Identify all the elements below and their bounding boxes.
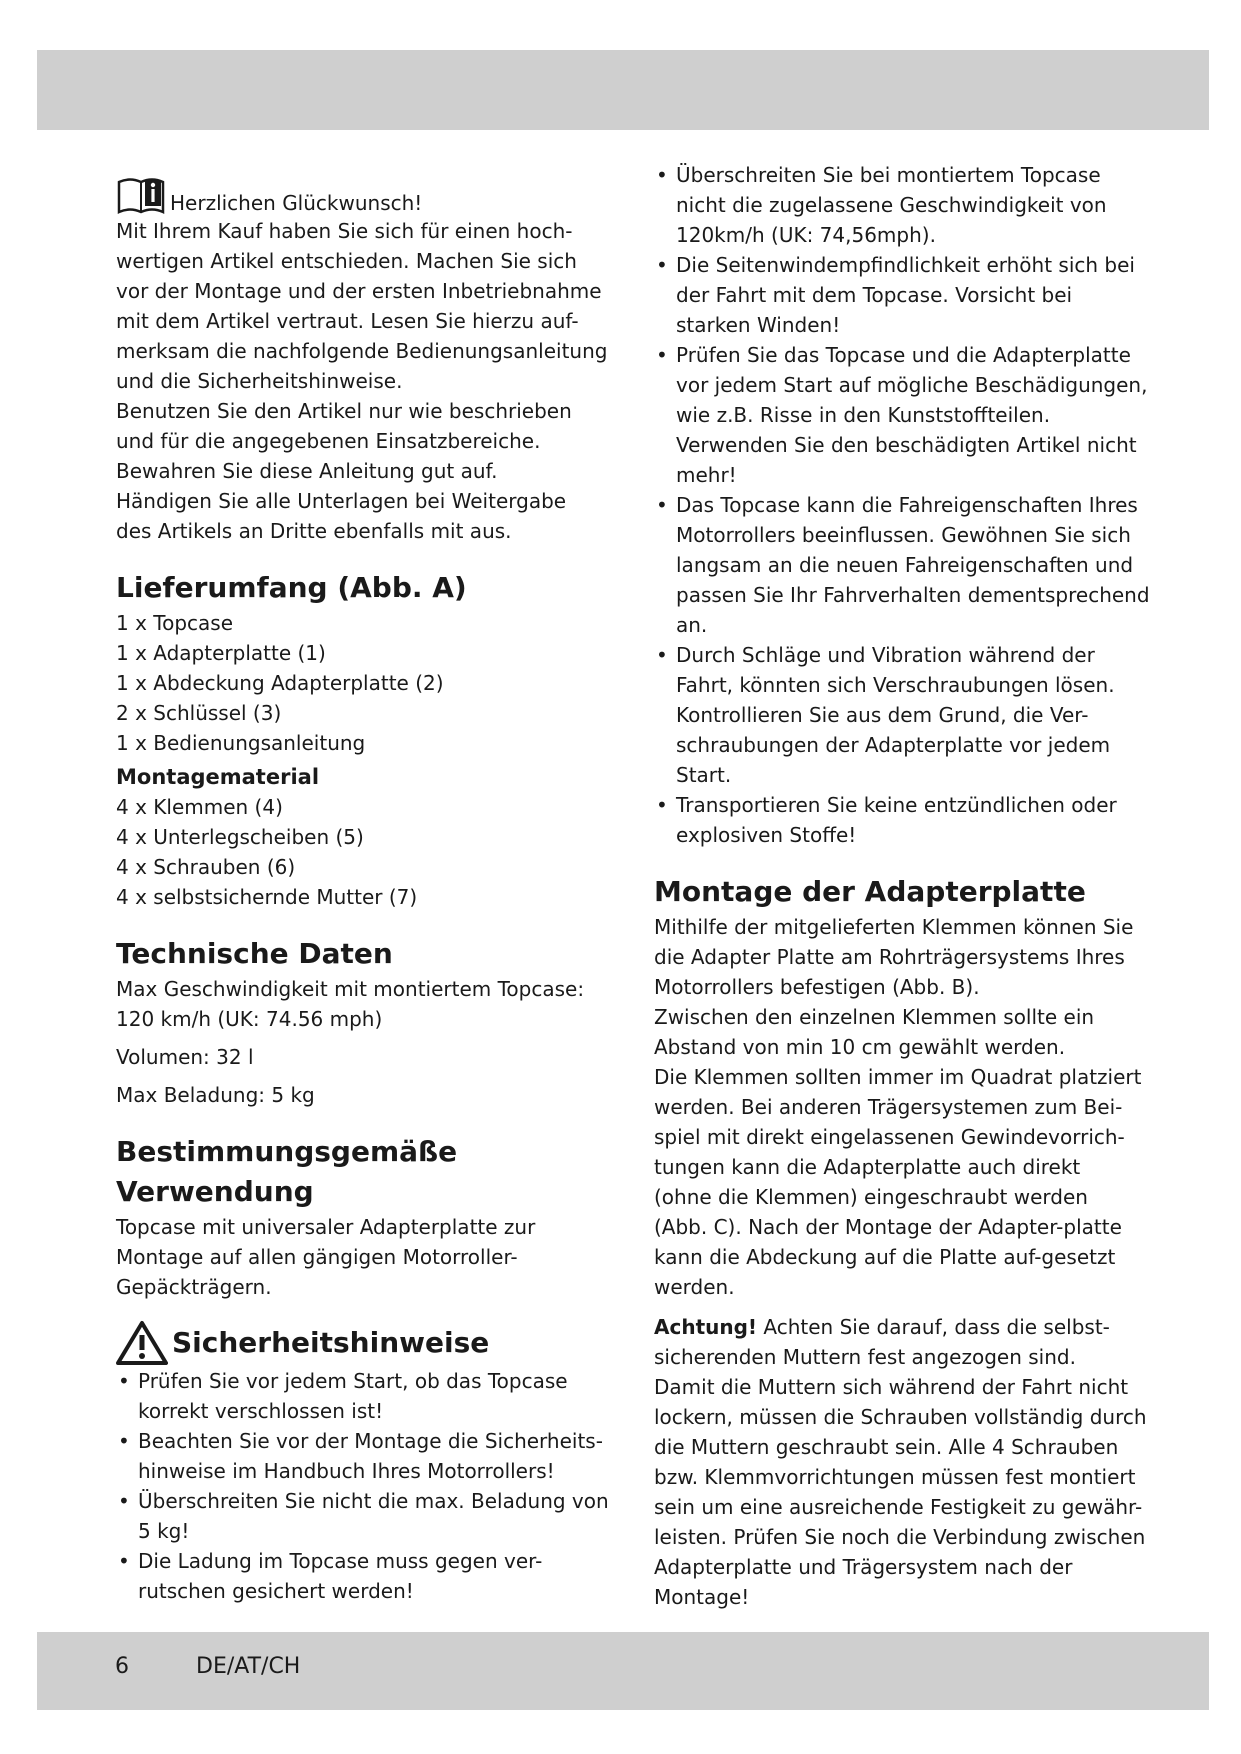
- lieferumfang-title: Lieferumfang (Abb. A): [116, 571, 467, 604]
- header-band: [37, 50, 1209, 130]
- spec-line: 120 km/h (UK: 74.56 mph): [116, 1007, 383, 1031]
- list-item: [116, 1426, 616, 1486]
- page-number: 6: [115, 1654, 129, 1679]
- intro-line: Benutzen Sie den Artikel nur wie beschrieben: [116, 399, 572, 423]
- warning-line: die Muttern geschraubt sein. Alle 4 Schrauben: [654, 1435, 1119, 1459]
- bullet-line: hinweise im Handbuch Ihres Motorrollers!: [138, 1459, 555, 1483]
- intro-line: wertigen Artikel entschieden. Machen Sie sich: [116, 249, 577, 273]
- warning-line: bzw. Klemmvorrichtungen müssen fest montiert: [654, 1465, 1136, 1489]
- intro-heading-row: [116, 160, 616, 216]
- montage-line: Die Klemmen sollten immer im Quadrat platziert: [654, 1065, 1142, 1089]
- montage-line: Abstand von min 10 cm gewählt werden.: [654, 1035, 1066, 1059]
- warning-line: lockern, müssen die Schrauben vollständig durch: [654, 1405, 1147, 1429]
- sicherheit-heading-row: [116, 1320, 616, 1366]
- bullet-line: 5 kg!: [138, 1519, 190, 1543]
- montage-text: [654, 912, 1142, 1302]
- technische-daten-title: Technische Daten: [116, 937, 393, 970]
- bullet-line: • Das Topcase kann die Fahreigenschaften Ihres: [676, 493, 1138, 517]
- verwendung-line: Topcase mit universaler Adapterplatte zur: [116, 1215, 536, 1239]
- bullet-line: rutschen gesichert werden!: [138, 1579, 414, 1603]
- montage-line: Mithilfe der mitgelieferten Klemmen können Sie: [654, 915, 1134, 939]
- warning-line: sein um eine ausreichende Festigkeit zu gewähr-: [654, 1495, 1143, 1519]
- intro-line: Bewahren Sie diese Anleitung gut auf.: [116, 459, 498, 483]
- warning-line: Montage!: [654, 1585, 750, 1609]
- intro-heading: Herzlichen Glückwunsch!: [170, 191, 423, 215]
- bullet-line: Verwenden Sie den beschädigten Artikel nicht: [676, 433, 1137, 457]
- list-item: 4 x Schrauben (6): [116, 855, 296, 879]
- bullet-line: passen Sie Ihr Fahrverhalten dementsprechend: [676, 583, 1150, 607]
- bullet-line: • Prüfen Sie vor jedem Start, ob das Topcase: [138, 1369, 568, 1393]
- bullet-line: • Überschreiten Sie bei montiertem Topcase: [676, 163, 1101, 187]
- bullet-line: der Fahrt mit dem Topcase. Vorsicht bei: [676, 283, 1073, 307]
- verwendung-title: [116, 1132, 616, 1212]
- warning-line: leisten. Prüfen Sie noch die Verbindung zwischen: [654, 1525, 1146, 1549]
- list-item: [654, 640, 1134, 790]
- bullet-line: • Durch Schläge und Vibration während der: [676, 643, 1095, 667]
- right-column: [654, 160, 1150, 1612]
- bullet-line: Motorrollers beeinflussen. Gewöhnen Sie sich: [676, 523, 1131, 547]
- bullet-line: starken Winden!: [676, 313, 841, 337]
- list-item: [654, 790, 1134, 850]
- list-item: [116, 1546, 616, 1606]
- montage-line: spiel mit direkt eingelassenen Gewindevorrich-: [654, 1125, 1125, 1149]
- montage-line: werden. Bei anderen Trägersystemen zum Bei-: [654, 1095, 1123, 1119]
- warning-line: sicherenden Muttern fest angezogen sind.: [654, 1345, 1076, 1369]
- montage-line: die Adapter Platte am Rohrträgersystems Ihres: [654, 945, 1125, 969]
- montage-line: tungen kann die Adapterplatte auch direkt: [654, 1155, 1081, 1179]
- montage-line: werden.: [654, 1275, 735, 1299]
- list-item: 1 x Topcase: [116, 611, 234, 635]
- list-item: [116, 1486, 616, 1546]
- warning-line: Adapterplatte und Trägersystem nach der: [654, 1555, 1073, 1579]
- verwendung-text: [116, 1212, 616, 1302]
- list-item: [654, 340, 1148, 490]
- bullet-line: wie z.B. Risse in den Kunststoffteilen.: [676, 403, 1051, 427]
- intro-line: vor der Montage und der ersten Inbetriebnahme: [116, 279, 602, 303]
- warning-first-text: Achten Sie darauf, dass die selbst-: [757, 1315, 1110, 1339]
- bullet-line: Kontrollieren Sie aus dem Grund, die Ver-: [676, 703, 1089, 727]
- bullet-line: • Die Seitenwindempfindlichkeit erhöht sich bei: [676, 253, 1135, 277]
- bullet-line: korrekt verschlossen ist!: [138, 1399, 384, 1423]
- verwendung-line: Montage auf allen gängigen Motorroller-: [116, 1245, 518, 1269]
- intro-line: und die Sicherheitshinweise.: [116, 369, 403, 393]
- spec-volume: Volumen: 32 l: [116, 1045, 254, 1069]
- spec-load: Max Beladung: 5 kg: [116, 1083, 315, 1107]
- bullet-line: Fahrt, könnten sich Verschraubungen lösen.: [676, 673, 1115, 697]
- sicherheit-title: Sicherheitshinweise: [172, 1326, 490, 1359]
- bullet-line: langsam an die neuen Fahreigenschaften und: [676, 553, 1134, 577]
- intro-line: Mit Ihrem Kauf haben Sie sich für einen hoch-: [116, 219, 573, 243]
- intro-line: Händigen Sie alle Unterlagen bei Weitergabe: [116, 489, 567, 513]
- montage-title: Montage der Adapterplatte: [654, 875, 1086, 908]
- list-item: 4 x selbstsichernde Mutter (7): [116, 885, 418, 909]
- region-label: DE/AT/CH: [196, 1654, 301, 1679]
- bullet-line: 120km/h (UK: 74,56mph).: [676, 223, 936, 247]
- intro-line: merksam die nachfolgende Bedienungsanleitung: [116, 339, 608, 363]
- list-item: 4 x Klemmen (4): [116, 795, 283, 819]
- montagematerial-list: [116, 792, 616, 912]
- bullet-line: an.: [676, 613, 708, 637]
- intro-line: und für die angegebenen Einsatzbereiche.: [116, 429, 541, 453]
- montage-line: kann die Abdeckung auf die Platte auf-gesetzt: [654, 1245, 1116, 1269]
- bullet-line: • Überschreiten Sie nicht die max. Beladung von: [138, 1489, 609, 1513]
- montagematerial-subtitle: Montagematerial: [116, 765, 320, 789]
- list-item: 1 x Bedienungsanleitung: [116, 731, 366, 755]
- bullet-line: • Transportieren Sie keine entzündlichen oder: [676, 793, 1117, 817]
- list-item: 4 x Unterlegscheiben (5): [116, 825, 364, 849]
- montage-line: (ohne die Klemmen) eingeschraubt werden: [654, 1185, 1088, 1209]
- bullet-line: mehr!: [676, 463, 737, 487]
- list-item: 1 x Abdeckung Adapterplatte (2): [116, 671, 444, 695]
- intro-text: [116, 216, 616, 546]
- bullet-line: explosiven Stoffe!: [676, 823, 857, 847]
- montage-line: (Abb. C). Nach der Montage der Adapter-platte: [654, 1215, 1122, 1239]
- warning-triangle-icon: [116, 1320, 168, 1366]
- technische-daten-text: [116, 974, 616, 1110]
- montage-warning: [654, 1312, 1147, 1612]
- verwendung-title-line: Verwendung: [116, 1175, 314, 1208]
- list-item: 1 x Adapterplatte (1): [116, 641, 326, 665]
- warning-label: Achtung!: [654, 1315, 758, 1339]
- spec-line: Max Geschwindigkeit mit montiertem Topcase:: [116, 977, 585, 1001]
- montage-line: Motorrollers befestigen (Abb. B).: [654, 975, 980, 999]
- info-book-icon: [116, 174, 166, 216]
- list-item: [116, 1366, 616, 1426]
- montage-line: Zwischen den einzelnen Klemmen sollte ein: [654, 1005, 1095, 1029]
- lieferumfang-list: [116, 608, 616, 758]
- warning-first-line: [654, 1312, 1134, 1342]
- list-item: [654, 490, 1150, 640]
- bullet-line: Start.: [676, 763, 732, 787]
- warning-line: Damit die Muttern sich während der Fahrt nicht: [654, 1375, 1129, 1399]
- bullet-line: • Die Ladung im Topcase muss gegen ver-: [138, 1549, 543, 1573]
- bullet-line: nicht die zugelassene Geschwindigkeit von: [676, 193, 1107, 217]
- intro-line: des Artikels an Dritte ebenfalls mit aus.: [116, 519, 512, 543]
- bullet-line: schraubungen der Adapterplatte vor jedem: [676, 733, 1111, 757]
- list-item: [654, 250, 1134, 340]
- bullet-line: • Prüfen Sie das Topcase und die Adapterplatte: [676, 343, 1131, 367]
- sicherheit-list-left: [116, 1366, 616, 1606]
- intro-line: mit dem Artikel vertraut. Lesen Sie hierzu auf-: [116, 309, 579, 333]
- list-item: [654, 160, 1134, 250]
- bullet-line: vor jedem Start auf mögliche Beschädigungen,: [676, 373, 1148, 397]
- left-column: [116, 160, 616, 1606]
- verwendung-title-line: Bestimmungsgemäße: [116, 1135, 458, 1168]
- bullet-line: • Beachten Sie vor der Montage die Sicherheits-: [138, 1429, 603, 1453]
- sicherheit-list-right: [654, 160, 1150, 850]
- list-item: 2 x Schlüssel (3): [116, 701, 282, 725]
- verwendung-line: Gepäckträgern.: [116, 1275, 272, 1299]
